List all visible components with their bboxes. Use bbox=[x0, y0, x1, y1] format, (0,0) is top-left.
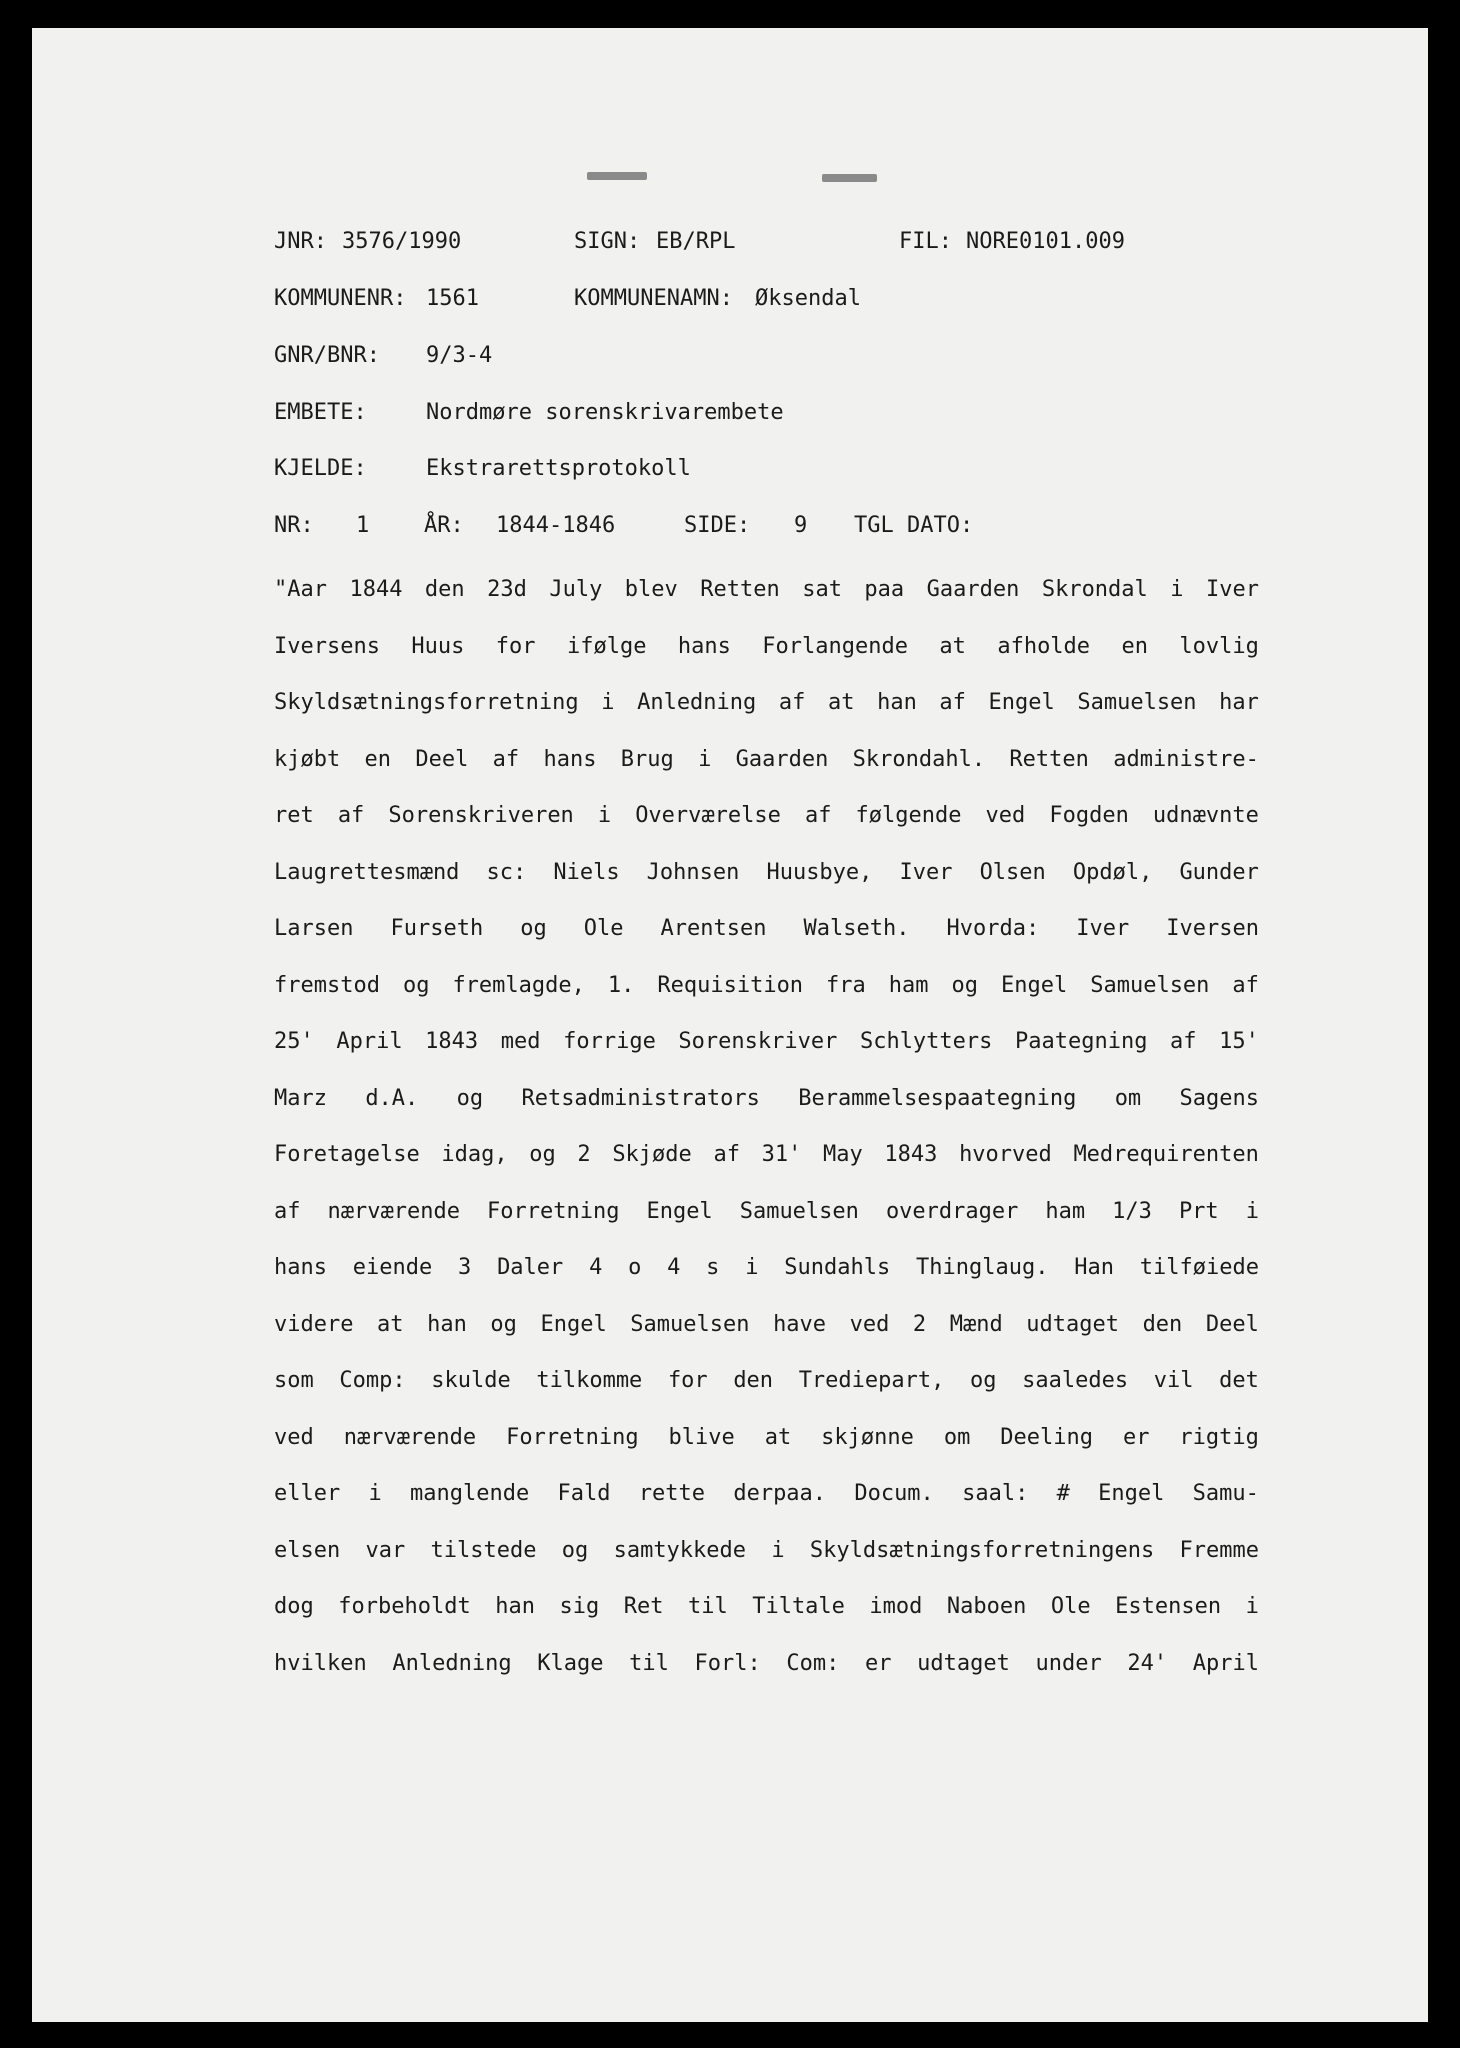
body-word: ifølge bbox=[566, 633, 647, 659]
body-word: Naboen bbox=[946, 1594, 1027, 1619]
body-word: af bbox=[274, 1198, 301, 1224]
body-word: under bbox=[1035, 1650, 1102, 1676]
sign-value: EB/RPL bbox=[656, 229, 736, 254]
body-word: ham bbox=[1045, 1198, 1086, 1224]
body-word: er bbox=[864, 1650, 892, 1676]
jnr-label: JNR: bbox=[274, 229, 327, 254]
body-word: af bbox=[337, 803, 365, 828]
body-word: Overværelse bbox=[635, 803, 781, 828]
body-word: "Aar bbox=[274, 577, 327, 602]
body-word: og bbox=[456, 1085, 484, 1111]
body-word: til bbox=[687, 1594, 728, 1619]
body-word: Samuelsen bbox=[630, 1311, 750, 1337]
body-word: og bbox=[561, 1537, 589, 1563]
body-word: og bbox=[520, 916, 547, 941]
body-word: nærværende bbox=[343, 1424, 477, 1450]
body-word: Klage bbox=[537, 1650, 604, 1676]
fil-value: NORE0101.009 bbox=[966, 229, 1125, 254]
body-line bbox=[274, 1028, 1259, 1085]
body-word: med bbox=[500, 1029, 541, 1054]
body-word: d.A. bbox=[365, 1085, 419, 1111]
body-word: Fogden bbox=[1049, 803, 1129, 828]
body-word: samtykkede bbox=[613, 1537, 747, 1563]
body-word: blive bbox=[668, 1424, 735, 1450]
body-line bbox=[274, 1650, 1259, 1707]
body-word: Brug bbox=[620, 746, 674, 772]
body-word: ved bbox=[849, 1311, 890, 1337]
body-word: May bbox=[823, 1142, 863, 1167]
body-line bbox=[274, 1311, 1259, 1368]
sign-label: SIGN: bbox=[574, 229, 641, 254]
body-word: som bbox=[274, 1368, 314, 1393]
body-word: Fremme bbox=[1179, 1537, 1259, 1563]
kjelde-value: Ekstrarettsprotokoll bbox=[426, 456, 691, 481]
body-word: af bbox=[804, 803, 832, 828]
body-word: Com: bbox=[786, 1650, 840, 1676]
body-word: fra bbox=[826, 972, 866, 998]
body-word: derpaa. bbox=[733, 1481, 827, 1506]
body-word: Engel bbox=[540, 1311, 607, 1337]
body-word: ham bbox=[888, 972, 929, 998]
body-word: Sorenskriver bbox=[678, 1029, 838, 1054]
body-word: rigtig bbox=[1179, 1424, 1259, 1450]
body-word: Deel bbox=[415, 746, 469, 772]
body-word: blev bbox=[624, 577, 678, 602]
fil-label: FIL: bbox=[899, 229, 952, 254]
body-word: ved bbox=[274, 1424, 314, 1450]
body-word: vil bbox=[1153, 1368, 1194, 1393]
body-word: 4 bbox=[589, 1255, 603, 1280]
body-word: i bbox=[771, 1537, 785, 1563]
body-word: Engel bbox=[646, 1198, 713, 1224]
body-word: ved bbox=[985, 803, 1026, 828]
body-word: Forlangende bbox=[762, 633, 908, 659]
body-word: Huus bbox=[411, 633, 465, 659]
body-word: Skyldsætningsforretningens bbox=[809, 1537, 1155, 1563]
body-word: 2 bbox=[912, 1311, 927, 1337]
body-word: Engel bbox=[1098, 1481, 1165, 1506]
body-word: Medrequirenten bbox=[1073, 1142, 1259, 1167]
body-line bbox=[274, 1424, 1259, 1481]
body-word: Foretagelse bbox=[274, 1142, 420, 1167]
body-word: og bbox=[529, 1142, 556, 1167]
body-line bbox=[274, 1480, 1259, 1537]
body-word: Skjøde bbox=[612, 1142, 692, 1167]
body-word: og bbox=[970, 1368, 997, 1393]
gnr-value: 9/3-4 bbox=[426, 343, 493, 368]
body-word: Forretning bbox=[486, 1198, 620, 1224]
body-word: Samuelsen bbox=[739, 1198, 859, 1224]
body-word: Walseth. bbox=[803, 916, 910, 941]
body-word: den bbox=[424, 577, 465, 602]
body-word: Skrondahl. bbox=[852, 746, 986, 772]
body-word: Laugrettesmænd bbox=[274, 859, 460, 885]
body-word: udtaget bbox=[1026, 1311, 1119, 1337]
body-word: lovlig bbox=[1179, 633, 1259, 659]
body-word: imod bbox=[869, 1594, 923, 1619]
body-word: hans bbox=[543, 746, 597, 772]
body-word: Daler bbox=[497, 1255, 564, 1280]
body-word: o bbox=[628, 1255, 642, 1280]
body-word: om bbox=[943, 1424, 971, 1450]
body-word: af bbox=[1232, 972, 1259, 998]
body-word: administre- bbox=[1113, 746, 1259, 772]
body-word: 4 bbox=[667, 1255, 681, 1280]
body-line bbox=[274, 1537, 1259, 1594]
body-word: 3 bbox=[458, 1255, 472, 1280]
body-word: Engel bbox=[1001, 972, 1068, 998]
body-word: at bbox=[827, 690, 855, 715]
body-word: kjøbt bbox=[274, 746, 341, 772]
body-word: Estensen bbox=[1115, 1594, 1222, 1619]
body-word: 24' bbox=[1127, 1650, 1168, 1676]
body-word: videre bbox=[274, 1311, 354, 1337]
body-word: dog bbox=[274, 1594, 314, 1619]
body-word: Tiltale bbox=[752, 1594, 845, 1619]
body-word: Skrondal bbox=[1041, 577, 1148, 602]
body-line bbox=[274, 576, 1259, 633]
body-word: Iver bbox=[1076, 916, 1130, 941]
body-word: at bbox=[939, 633, 966, 659]
body-word: skulde bbox=[431, 1368, 511, 1393]
body-line bbox=[274, 1085, 1259, 1142]
body-word: overdrager bbox=[885, 1198, 1019, 1224]
body-word: Mænd bbox=[949, 1311, 1003, 1337]
nr-label: NR: bbox=[274, 513, 314, 538]
body-word: en bbox=[1121, 633, 1148, 659]
body-word: s bbox=[706, 1255, 720, 1280]
ar-value: 1844-1846 bbox=[496, 513, 616, 538]
body-word: til bbox=[629, 1650, 669, 1676]
body-word: eller bbox=[274, 1481, 341, 1506]
body-word: July bbox=[549, 577, 603, 602]
body-word: af bbox=[778, 690, 806, 715]
body-word: tilføiede bbox=[1139, 1255, 1259, 1280]
body-word: for bbox=[667, 1368, 708, 1393]
body-word: at bbox=[377, 1311, 404, 1337]
body-word: eiende bbox=[352, 1255, 433, 1280]
body-word: hvilken bbox=[274, 1650, 367, 1676]
body-word: 1844 bbox=[349, 577, 403, 602]
body-word: 15' bbox=[1219, 1029, 1259, 1054]
body-word: saal: bbox=[962, 1481, 1029, 1506]
body-word: en bbox=[364, 746, 392, 772]
body-word: Arentsen bbox=[660, 916, 767, 941]
body-word: og bbox=[402, 972, 430, 998]
body-word: Paategning bbox=[1015, 1029, 1148, 1054]
body-word: i bbox=[1245, 1594, 1259, 1619]
body-word: følgende bbox=[855, 803, 962, 828]
side-value: 9 bbox=[794, 513, 808, 538]
body-word: Furseth bbox=[390, 916, 484, 941]
body-word: fremlagde, bbox=[452, 972, 585, 998]
body-word: have bbox=[773, 1311, 827, 1337]
body-word: sig bbox=[559, 1594, 600, 1619]
body-word: Forretning bbox=[506, 1424, 639, 1450]
body-word: 23d bbox=[487, 577, 527, 602]
body-word: fremstod bbox=[274, 972, 380, 998]
body-word: 1. bbox=[607, 972, 635, 998]
body-word: Huusbye, bbox=[766, 859, 873, 885]
body-word: Olsen bbox=[979, 859, 1046, 885]
body-line bbox=[274, 859, 1259, 916]
body-word: skjønne bbox=[821, 1424, 914, 1450]
body-word: Iver bbox=[899, 859, 953, 885]
body-word: forrige bbox=[563, 1029, 656, 1054]
body-word: Comp: bbox=[339, 1368, 406, 1393]
kommunenamn-label: KOMMUNENAMN: bbox=[574, 286, 733, 311]
body-word: elsen bbox=[274, 1537, 341, 1563]
body-word: i bbox=[698, 746, 712, 772]
body-word: var bbox=[365, 1537, 406, 1563]
body-word: i bbox=[745, 1255, 759, 1280]
kommunenr-value: 1561 bbox=[426, 286, 479, 311]
body-line bbox=[274, 1367, 1259, 1424]
body-word: nærværende bbox=[327, 1198, 460, 1224]
body-word: Deeling bbox=[1000, 1424, 1093, 1450]
body-word: af bbox=[1170, 1029, 1197, 1054]
body-word: 1/3 bbox=[1112, 1198, 1152, 1224]
body-word: Niels bbox=[553, 859, 620, 885]
body-word: saaledes bbox=[1022, 1368, 1129, 1393]
body-word: Samuelsen bbox=[1090, 972, 1210, 998]
body-word: forbeholdt bbox=[338, 1594, 471, 1619]
side-label: SIDE: bbox=[684, 513, 751, 538]
body-word: Iver bbox=[1205, 577, 1259, 602]
body-word: Trediepart, bbox=[798, 1368, 945, 1393]
body-word: udtaget bbox=[917, 1650, 1010, 1676]
body-word: i bbox=[1170, 577, 1184, 602]
body-word: i bbox=[368, 1481, 382, 1506]
body-word: Docum. bbox=[854, 1481, 934, 1506]
body-word: Marz bbox=[274, 1085, 327, 1111]
body-line bbox=[274, 1198, 1259, 1255]
body-word: at bbox=[764, 1424, 792, 1450]
body-word: Retsadministrators bbox=[521, 1085, 760, 1111]
body-word: Requisition bbox=[657, 972, 804, 998]
body-line bbox=[274, 915, 1259, 972]
body-word: Forl: bbox=[694, 1650, 761, 1676]
body-word: 2 bbox=[577, 1142, 591, 1167]
body-word: den bbox=[733, 1368, 774, 1393]
embete-label: EMBETE: bbox=[274, 400, 367, 425]
body-word: Retten bbox=[700, 577, 780, 602]
kjelde-label: KJELDE: bbox=[274, 456, 367, 481]
body-word: 1843 bbox=[425, 1029, 479, 1054]
ar-label: ÅR: bbox=[424, 513, 464, 538]
body-word: 1843 bbox=[884, 1142, 938, 1167]
body-word: sat bbox=[802, 577, 842, 602]
body-word: Gaarden bbox=[926, 577, 1020, 602]
meta-row-kommune bbox=[274, 285, 861, 313]
body-word: 31' bbox=[761, 1142, 802, 1167]
body-word: den bbox=[1142, 1311, 1183, 1337]
body-word: har bbox=[1219, 690, 1259, 715]
body-line bbox=[274, 1593, 1259, 1650]
body-line bbox=[274, 633, 1259, 690]
body-word: han bbox=[495, 1594, 535, 1619]
body-word: Samuelsen bbox=[1077, 690, 1197, 715]
tgl-dato-label: TGL DATO: bbox=[854, 513, 974, 538]
body-word: udnævnte bbox=[1152, 803, 1259, 828]
body-word: paa bbox=[864, 577, 905, 602]
body-word: Gaarden bbox=[735, 746, 829, 772]
body-word: i bbox=[601, 690, 615, 715]
body-word: i bbox=[597, 803, 612, 828]
body-word: det bbox=[1219, 1368, 1259, 1393]
body-word: Anledning bbox=[392, 1650, 512, 1676]
body-word: Engel bbox=[988, 690, 1055, 715]
body-word: i bbox=[1245, 1198, 1259, 1224]
registration-mark-right bbox=[822, 174, 877, 182]
body-word: hvorved bbox=[959, 1142, 1052, 1167]
meta-row-gnr bbox=[274, 342, 493, 370]
body-word: Han bbox=[1074, 1255, 1114, 1280]
body-word: for bbox=[495, 633, 536, 659]
meta-row-embete bbox=[274, 399, 784, 427]
body-word: af bbox=[939, 690, 966, 715]
jnr-value: 3576/1990 bbox=[342, 229, 462, 254]
body-word: Opdøl, bbox=[1072, 859, 1153, 885]
body-word: af bbox=[713, 1142, 740, 1167]
body-word: rette bbox=[638, 1481, 706, 1506]
body-word: April bbox=[336, 1029, 403, 1054]
body-word: afholde bbox=[997, 633, 1091, 659]
body-line bbox=[274, 802, 1259, 859]
body-word: Berammelsespaategning bbox=[798, 1085, 1077, 1111]
body-line bbox=[274, 689, 1259, 746]
body-word: Fald bbox=[557, 1481, 611, 1506]
body-word: Iversens bbox=[274, 633, 380, 659]
body-word: Ret bbox=[623, 1594, 664, 1619]
body-word: Sorenskriveren bbox=[388, 803, 574, 828]
body-word: Prt bbox=[1178, 1198, 1219, 1224]
body-word: Gunder bbox=[1179, 859, 1259, 885]
body-word: Larsen bbox=[274, 916, 354, 941]
body-word: Iversen bbox=[1166, 916, 1259, 941]
body-word: Deel bbox=[1205, 1311, 1259, 1337]
body-word: om bbox=[1114, 1085, 1142, 1111]
body-line bbox=[274, 746, 1259, 803]
body-word: Skyldsætningsforretning bbox=[274, 690, 579, 715]
body-word: er bbox=[1122, 1424, 1150, 1450]
body-word: Ole bbox=[1050, 1594, 1091, 1619]
body-word: # bbox=[1056, 1481, 1070, 1506]
body-word: April bbox=[1192, 1650, 1259, 1676]
embete-value: Nordmøre sorenskrivarembete bbox=[426, 400, 784, 425]
gnr-label: GNR/BNR: bbox=[274, 343, 380, 368]
body-word: han bbox=[427, 1311, 467, 1337]
body-word: han bbox=[877, 690, 917, 715]
body-word: ret bbox=[274, 803, 314, 828]
nr-value: 1 bbox=[356, 513, 370, 538]
body-text bbox=[274, 576, 1259, 1706]
body-word: Samu- bbox=[1192, 1481, 1259, 1506]
registration-mark-left bbox=[587, 172, 647, 180]
body-word: Sagens bbox=[1179, 1085, 1259, 1111]
body-word: Anledning bbox=[637, 690, 757, 715]
body-word: hans bbox=[677, 633, 731, 659]
body-word: Ole bbox=[583, 916, 624, 941]
body-word: Sundahls bbox=[784, 1255, 891, 1280]
body-word: Schlytters bbox=[859, 1029, 993, 1054]
body-word: manglende bbox=[410, 1481, 530, 1506]
body-word: af bbox=[492, 746, 520, 772]
body-word: og bbox=[490, 1311, 517, 1337]
meta-row-nr bbox=[274, 512, 974, 540]
meta-row-jnr bbox=[274, 228, 1125, 256]
body-word: Thinglaug. bbox=[915, 1255, 1049, 1280]
body-word: 25' bbox=[274, 1029, 314, 1054]
body-word: og bbox=[951, 972, 979, 998]
body-line bbox=[274, 1141, 1259, 1198]
body-word: Hvorda: bbox=[946, 916, 1040, 941]
body-word: Retten bbox=[1009, 746, 1089, 772]
body-line bbox=[274, 1254, 1259, 1311]
body-word: tilkomme bbox=[536, 1368, 643, 1393]
body-word: Johnsen bbox=[646, 859, 740, 885]
body-word: tilstede bbox=[430, 1537, 537, 1563]
meta-row-kjelde bbox=[274, 455, 691, 483]
body-word: sc: bbox=[486, 859, 527, 885]
kommunenr-label: KOMMUNENR: bbox=[274, 286, 407, 311]
body-word: hans bbox=[274, 1255, 327, 1280]
body-word: idag, bbox=[441, 1142, 508, 1167]
kommunenamn-value: Øksendal bbox=[755, 286, 861, 311]
body-line bbox=[274, 972, 1259, 1029]
